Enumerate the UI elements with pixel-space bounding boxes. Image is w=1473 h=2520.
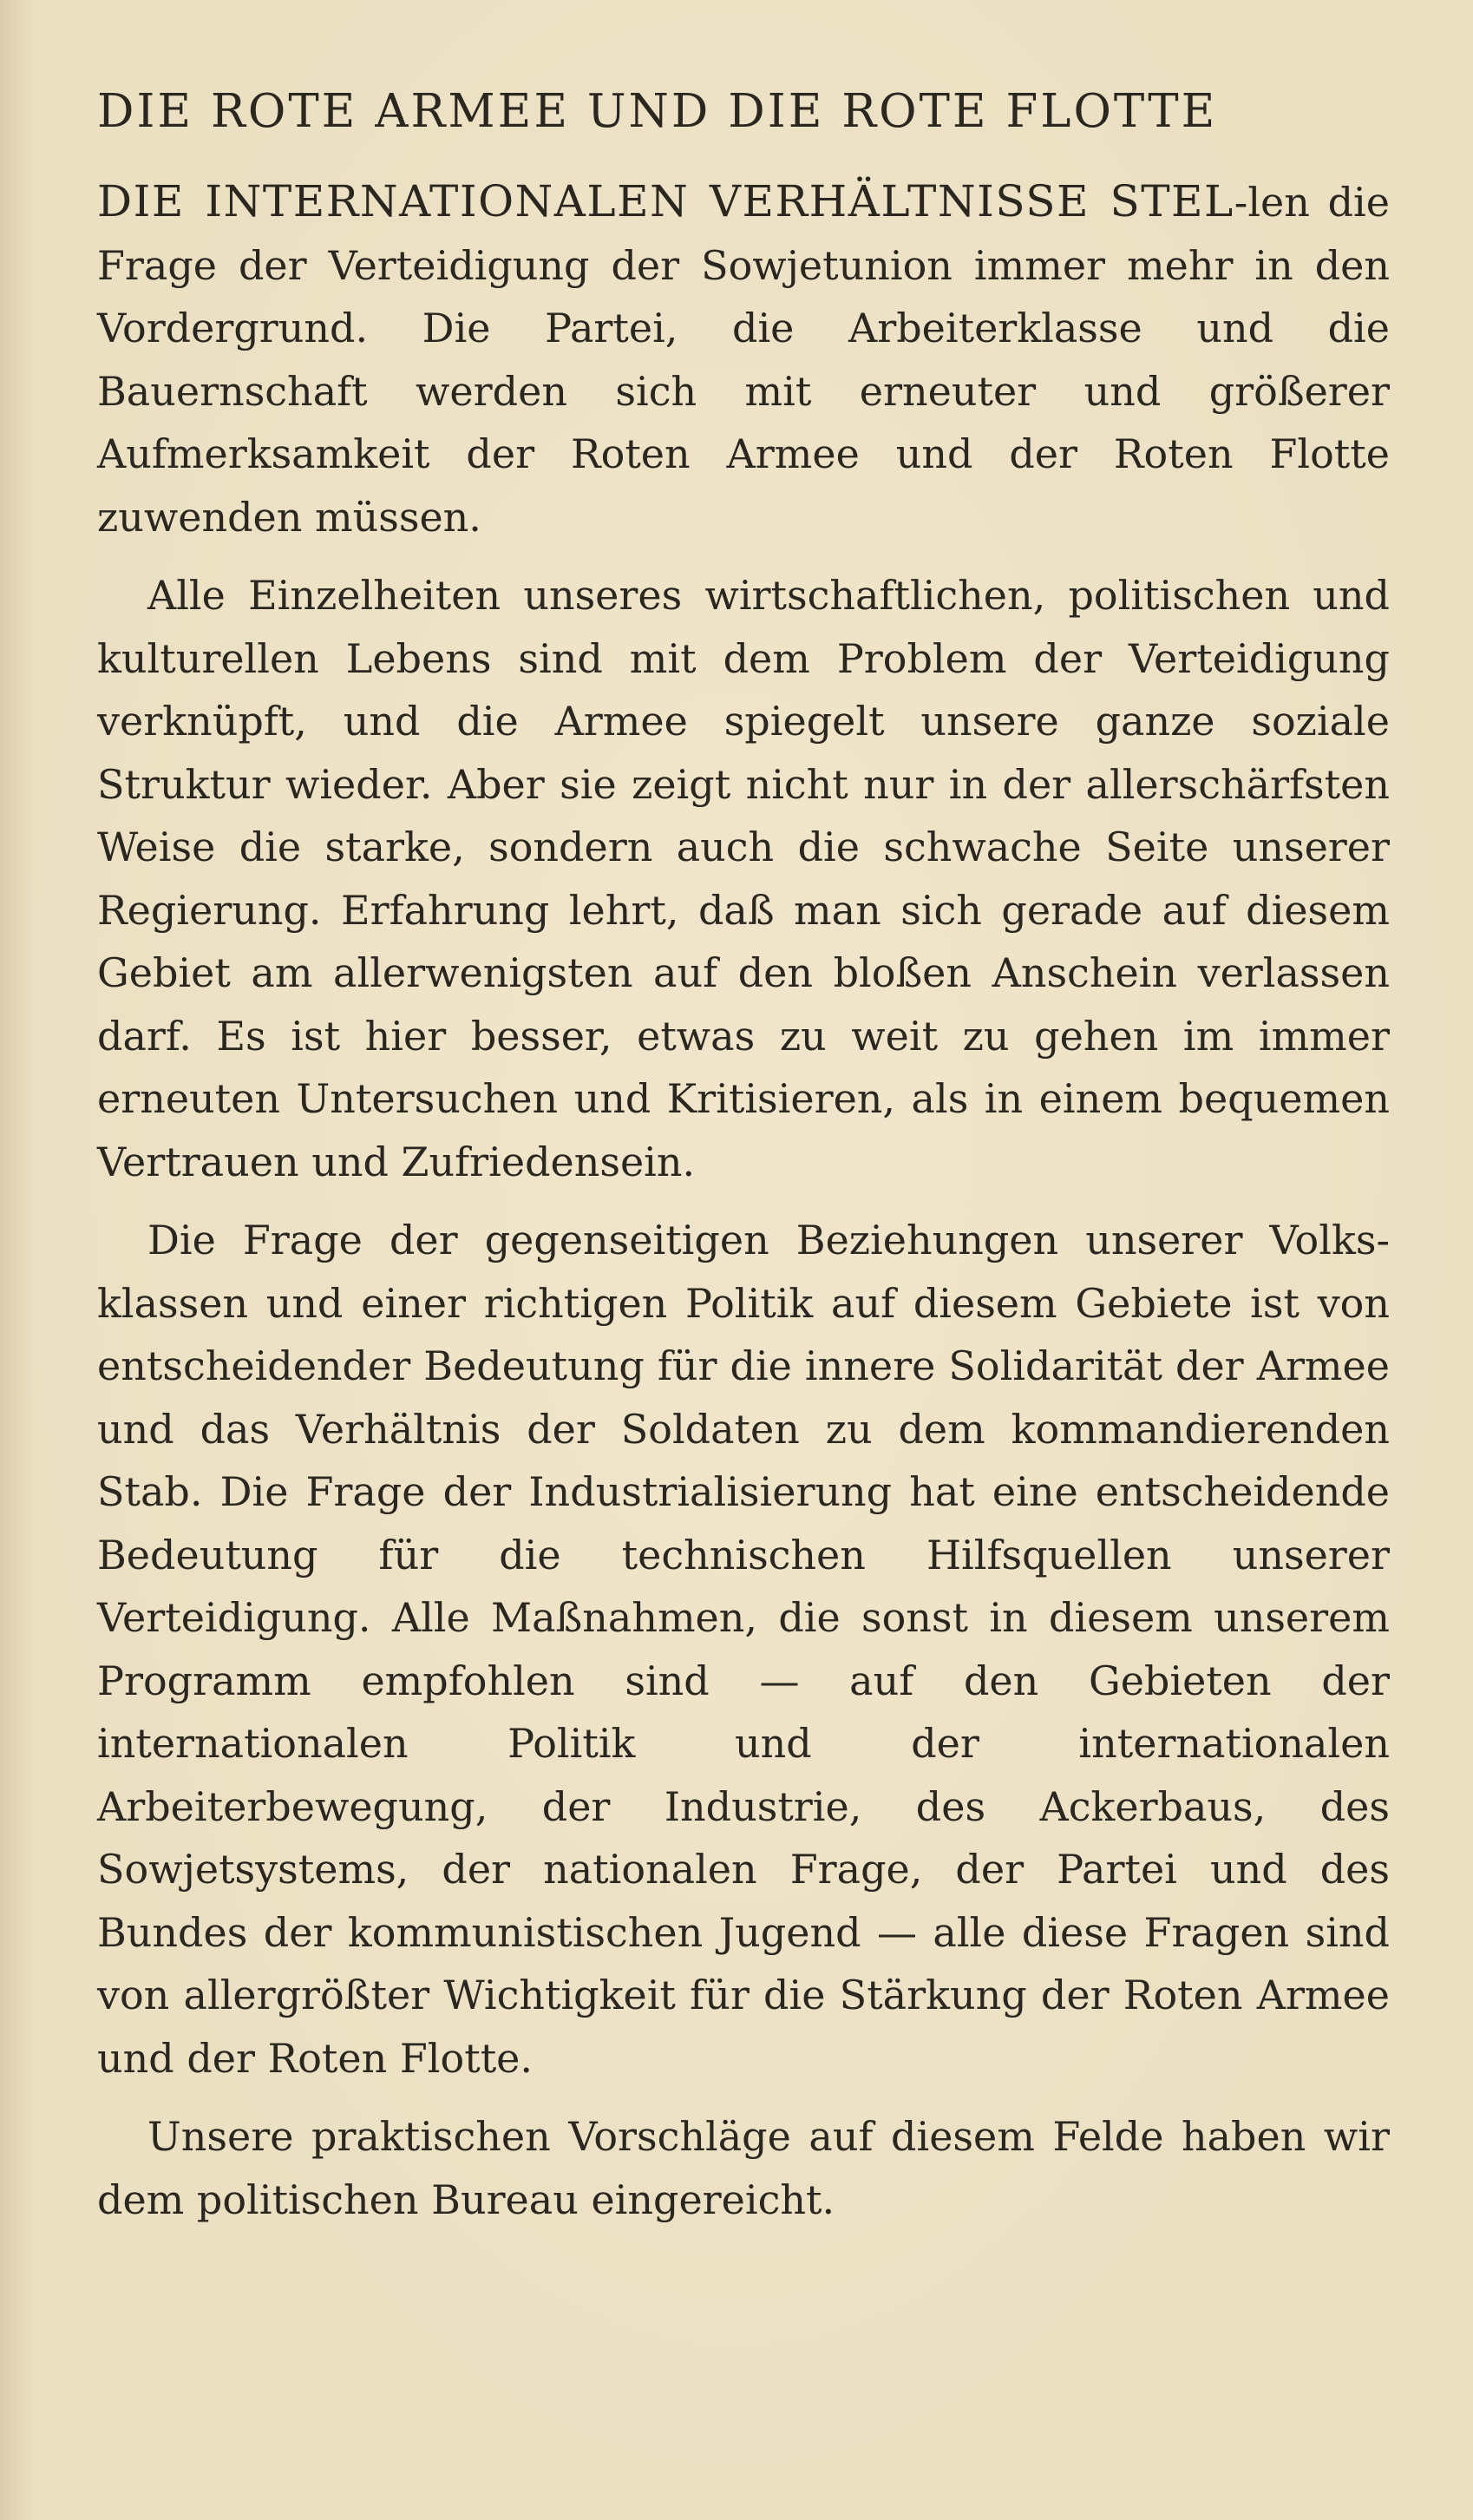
paragraph-2: Alle Einzelheiten unseres wirtschaftlichen, politischen und kulturellen Lebens sind mit dem Problem der Verteidigung verknüpft, und die Armee spiegelt unsere ganze soziale Struktur wieder. Aber sie zeigt nicht nur in der allerschärfsten Weise die starke, sondern auch die schwache Seite unserer Regierung. Erfahrung lehrt, daß man sich gerade auf diesem Gebiet am allerwenigsten auf den bloßen Anschein verlassen darf. Es ist hier besser, etwas zu weit zu gehen im immer erneuten Untersuchen und Kritisieren, als in einem bequemen Vertrauen und Zufriedensein. <box>97 572 1390 1185</box>
page-heading: DIE ROTE ARMEE UND DIE ROTE FLOTTE <box>97 85 1218 138</box>
paragraph-4: Unsere praktischen Vorschläge auf diesem Felde haben wir dem politischen Bureau eingereicht. <box>97 2113 1390 2223</box>
paragraph-1-text: len die Frage der Verteidigung der Sowjetunion immer mehr in den Vordergrund. Die Partei, die Arbeiterklasse und die Bauernschaft werden sich mit erneuter und größerer Aufmerksamkeit der Roten Armee und der Roten Flotte zuwenden müssen. <box>97 179 1390 541</box>
paragraph-1-lead: DIE INTERNATIONALEN VERHÄLTNISSE STEL <box>97 176 1234 226</box>
text-block <box>97 73 1390 2247</box>
paragraph-3: Die Frage der gegenseitigen Beziehungen unserer Volksklassen und einer richtigen Politik auf diesem Gebiete ist von entscheidender Bedeutung für die innere Solidarität der Armee und das Verhältnis der Soldaten zu dem kommandierenden Stab. Die Frage der Industrialisierung hat eine entscheidende Bedeutung für die technischen Hilfsquellen unserer Verteidigung. Alle Maßnahmen, die sonst in diesem unserem Programm empfohlen sind — auf den Gebieten der internationalen Politik und der internationalen Arbeiterbewegung, der Industrie, des Ackerbaus, des Sowjetsystems, der nationalen Frage, der Partei und des Bundes der kommunistischen Jugend — alle diese Fragen sind von allergrößter Wichtigkeit für die Stärkung der Roten Armee und der Roten Flotte. <box>97 1217 1390 2082</box>
paragraph-1: DIE INTERNATIONALEN VERHÄLTNISSE STEL-len die Frage der Verteidigung der Sowjetunion immer mehr in den Vordergrund. Die Partei, die Arbeiterklasse und die Bauernschaft werden sich mit erneuter und größerer Aufmerksamkeit der Roten Armee und der Roten Flotte zuwenden müssen. <box>97 176 1390 541</box>
